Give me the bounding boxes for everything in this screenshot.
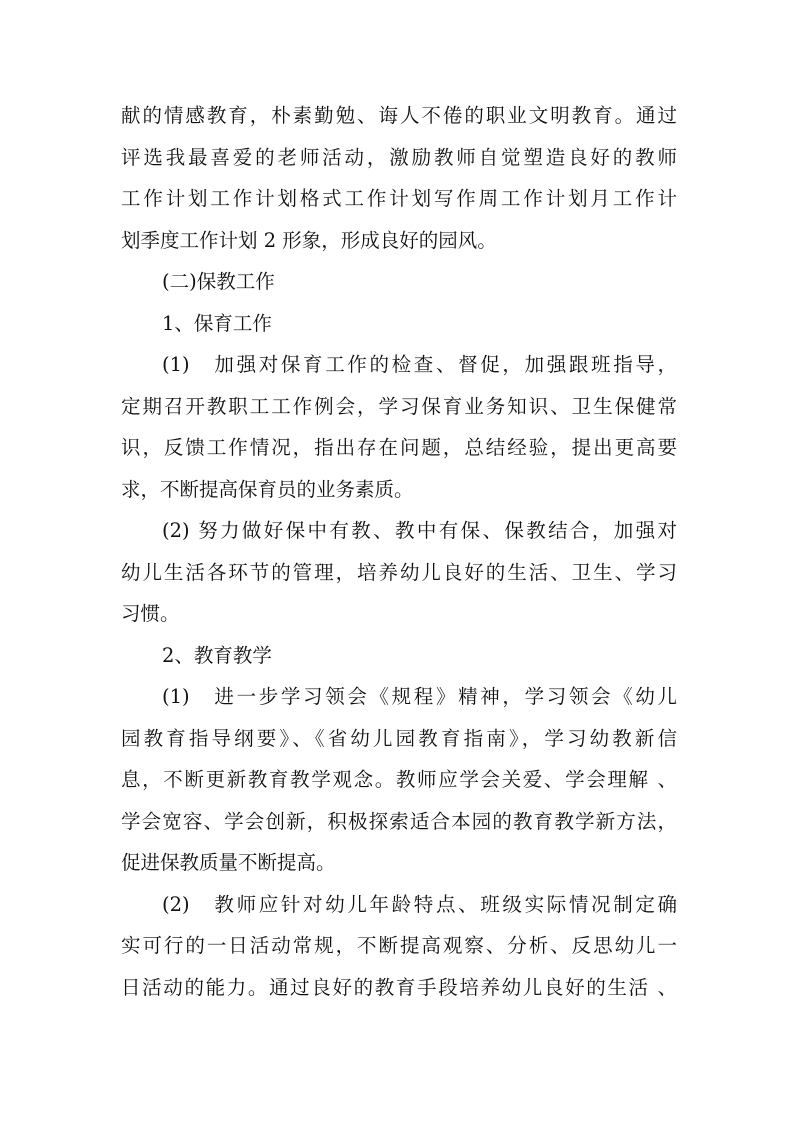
- paragraph-line: 评选我最喜爱的老师活动，激励教师自觉塑造良好的教师: [121, 145, 677, 169]
- paragraph-line: 日活动的能力。通过良好的教育手段培养幼儿良好的生活 、: [121, 975, 677, 999]
- paragraph-line: 实可行的一日活动常规，不断提高观察、分析、反思幼儿一: [121, 934, 677, 957]
- paragraph-line: 习惯。: [121, 602, 180, 625]
- paragraph-line: 求，不断提高保育员的业务素质。: [121, 477, 414, 501]
- paragraph-line: 学会宽容、学会创新，积极探索适合本园的教育教学新方法，: [121, 809, 677, 833]
- paragraph-line: 识，反馈工作情况，指出存在问题，总结经验，提出更高要: [121, 436, 677, 459]
- paragraph-line: 促进保教质量不断提高。: [121, 851, 336, 874]
- paragraph-line: 息，不断更新教育教学观念。教师应学会关爱、学会理解 、: [121, 768, 677, 791]
- paragraph-line: (2) 努力做好保中有教、教中有保、保教结合，加强对: [162, 519, 677, 542]
- body-text: [121, 95, 677, 1008]
- paragraph-line: 园教育指导纲要》、《省幼儿园教育指南》，学习幼教新信: [121, 726, 677, 750]
- subsection-heading: 1、保育工作: [162, 311, 272, 335]
- paragraph-line: (2) 教师应针对幼儿年龄特点、班级实际情况制定确: [162, 892, 677, 916]
- subsection-heading: 2、教育教学: [162, 643, 272, 667]
- paragraph-line: 划季度工作计划 2 形象，形成良好的园风。: [121, 228, 497, 252]
- paragraph-line: 献的情感教育，朴素勤勉、诲人不倦的职业文明教育。通过: [121, 104, 677, 127]
- paragraph-line: (1) 加强对保育工作的检查、督促，加强跟班指导，: [162, 353, 677, 376]
- paragraph-line: 工作计划工作计划格式工作计划写作周工作计划月工作计: [121, 187, 677, 210]
- paragraph-line: (1) 进一步学习领会《规程》精神，学习领会《幼儿: [162, 685, 677, 708]
- section-heading: (二)保教工作: [162, 270, 275, 293]
- paragraph-line: 定期召开教职工工作例会，学习保育业务知识、卫生保健常: [121, 394, 677, 418]
- paragraph-line: 幼儿生活各环节的管理，培养幼儿良好的生活、卫生、学习: [121, 560, 677, 584]
